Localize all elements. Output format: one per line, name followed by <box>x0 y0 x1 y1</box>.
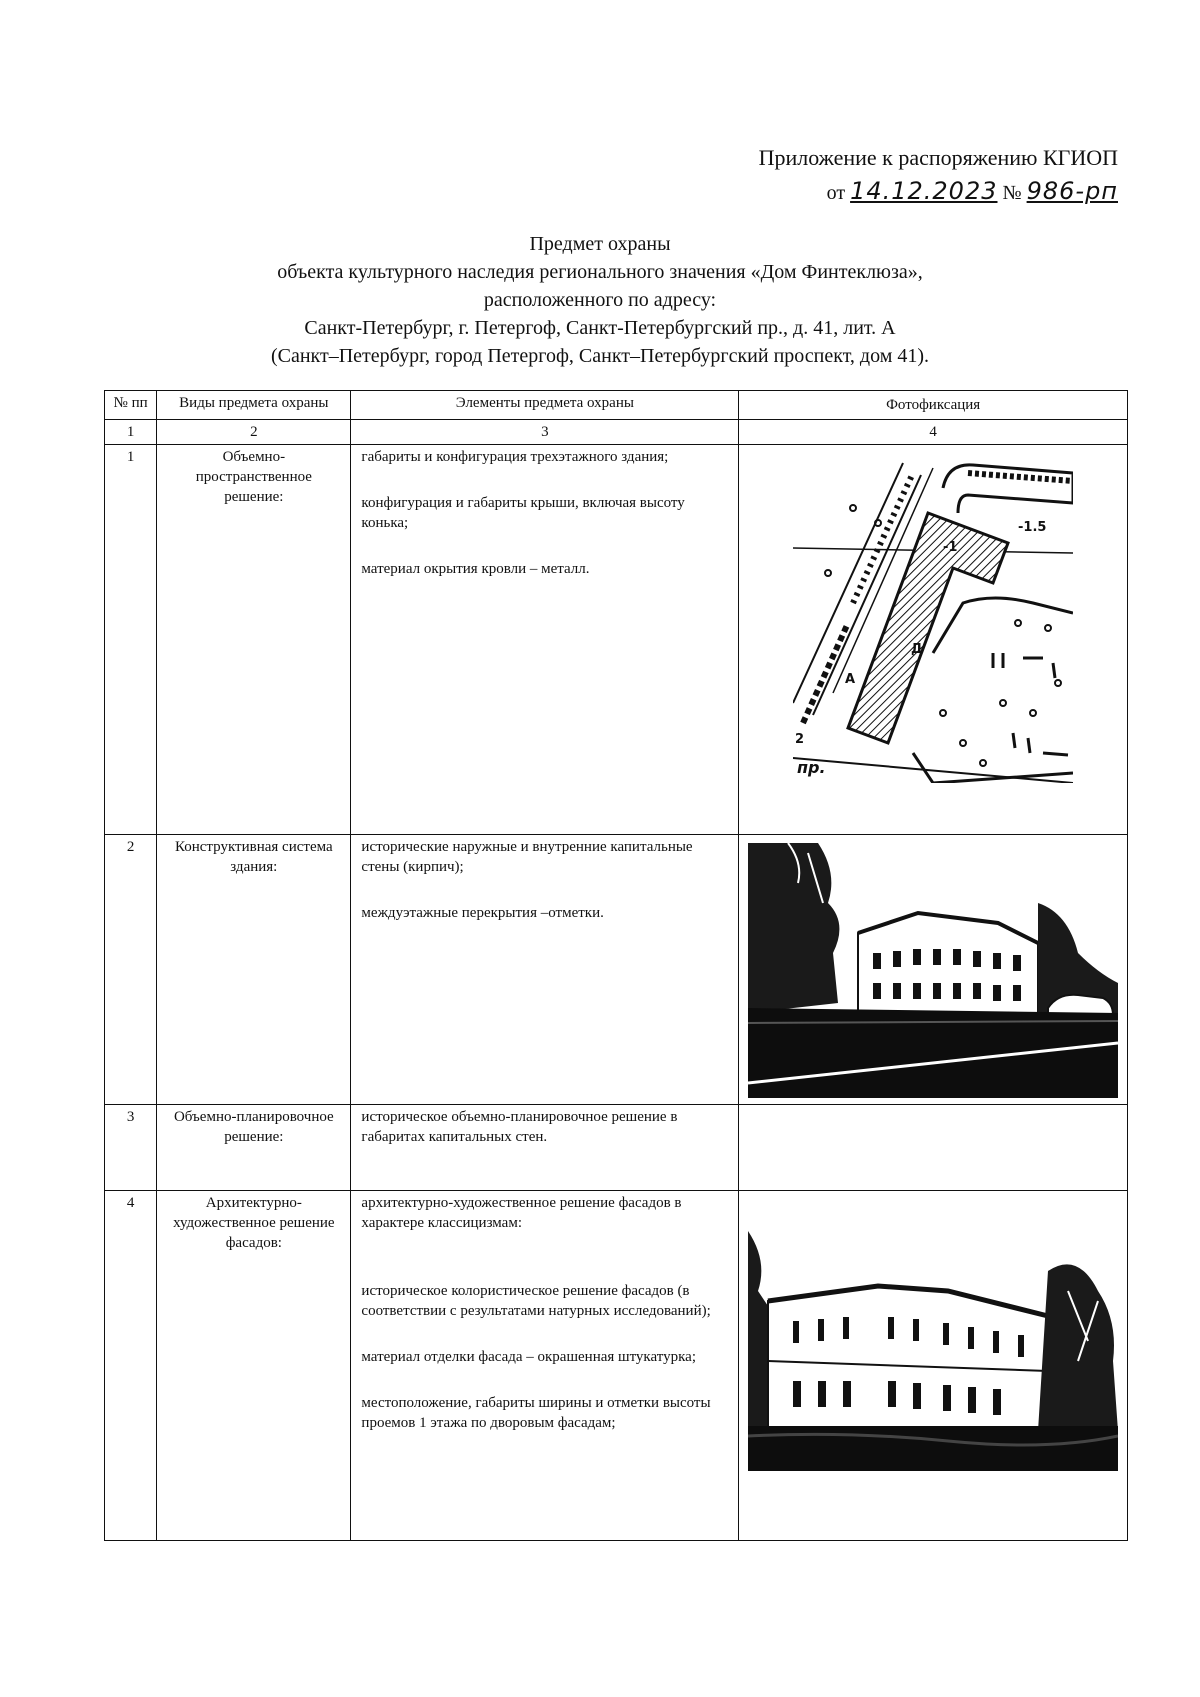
title-line-3: расположенного по адресу: <box>483 289 717 311</box>
element-item: исторические наружные и внутренние капитальные стены (кирпич); <box>361 839 693 875</box>
title-line-5: (Санкт–Петербург, город Петергоф, Санкт–Петербургский проспект, дом 41). <box>270 345 930 367</box>
table-row <box>105 1105 1128 1191</box>
row-kind: Объемно-планировочное решение: <box>157 1105 351 1191</box>
element-item: историческое колористическое решение фасадов (в соответствии с результатами натурных исследований); <box>361 1283 711 1319</box>
element-item: историческое объемно-планировочное решение в габаритах капитальных стен. <box>361 1109 678 1145</box>
map-label: 2 <box>795 732 805 747</box>
header-kind: Виды предмета охраны <box>157 391 351 420</box>
map-label: пр. <box>797 758 826 777</box>
row-kind: Конструктивная система здания: <box>157 835 351 1105</box>
appendix-date-number: от 14.12.2023 № 986-рп <box>826 177 1118 205</box>
element-item: габариты и конфигурация трехэтажного здания; <box>361 449 669 465</box>
row-kind: Архитектурно-художественное решение фасадов: <box>157 1191 351 1541</box>
header-photo: Фотофиксация <box>739 391 1128 420</box>
element-item: междуэтажные перекрытия –отметки. <box>361 905 604 921</box>
row-elements <box>351 1105 739 1191</box>
protection-table <box>104 390 1128 1541</box>
building-photo-facade <box>748 1231 1118 1471</box>
row-number: 4 <box>105 1191 157 1541</box>
appendix-title: Приложение к распоряжению КГИОП <box>758 145 1118 170</box>
appendix-date: 14.12.2023 <box>850 177 998 205</box>
row-elements <box>351 1191 739 1541</box>
element-item: материал отделки фасада – окрашенная штукатурка; <box>361 1349 697 1365</box>
title-line-4: Санкт-Петербург, г. Петергоф, Санкт-Петербургский пр., д. 41, лит. А <box>304 317 896 339</box>
site-plan-map <box>793 453 1073 783</box>
building-photo-street <box>748 843 1118 1098</box>
column-number-row: 1 2 3 4 <box>105 420 1128 445</box>
row-number: 3 <box>105 1105 157 1191</box>
row-kind: Объемно-пространственное решение: <box>157 445 351 835</box>
map-label: -1.5 <box>1018 520 1047 535</box>
row-elements <box>351 835 739 1105</box>
row-photo <box>739 445 1128 835</box>
document-title <box>0 230 1200 370</box>
row-elements <box>351 445 739 835</box>
appendix-number: 986-рп <box>1026 177 1118 205</box>
header-elements: Элементы предмета охраны <box>351 391 739 420</box>
row-number: 2 <box>105 835 157 1105</box>
element-item: архитектурно-художественное решение фасадов в характере классицизмам: <box>361 1195 682 1231</box>
table-header-row <box>105 391 1128 420</box>
element-item: местоположение, габариты ширины и отметки высоты проемов 1 этажа по дворовым фасадам; <box>361 1395 711 1431</box>
header-num: № пп <box>105 391 157 420</box>
table-row <box>105 1191 1128 1541</box>
title-line-2: объекта культурного наследия регионального значения «Дом Финтеклюза», <box>277 261 923 283</box>
table-row <box>105 445 1128 835</box>
row-photo-empty <box>739 1105 1128 1191</box>
map-label: Д <box>911 642 923 657</box>
element-item: материал окрытия кровли – металл. <box>361 561 590 577</box>
title-line-1: Предмет охраны <box>529 233 671 255</box>
table-row <box>105 835 1128 1105</box>
map-label: А <box>845 672 856 687</box>
appendix-header <box>759 145 1118 205</box>
element-item: конфигурация и габариты крыши, включая высоту конька; <box>361 495 685 531</box>
map-label: -1 <box>943 540 958 555</box>
row-photo <box>739 1191 1128 1541</box>
row-number: 1 <box>105 445 157 835</box>
row-photo <box>739 835 1128 1105</box>
